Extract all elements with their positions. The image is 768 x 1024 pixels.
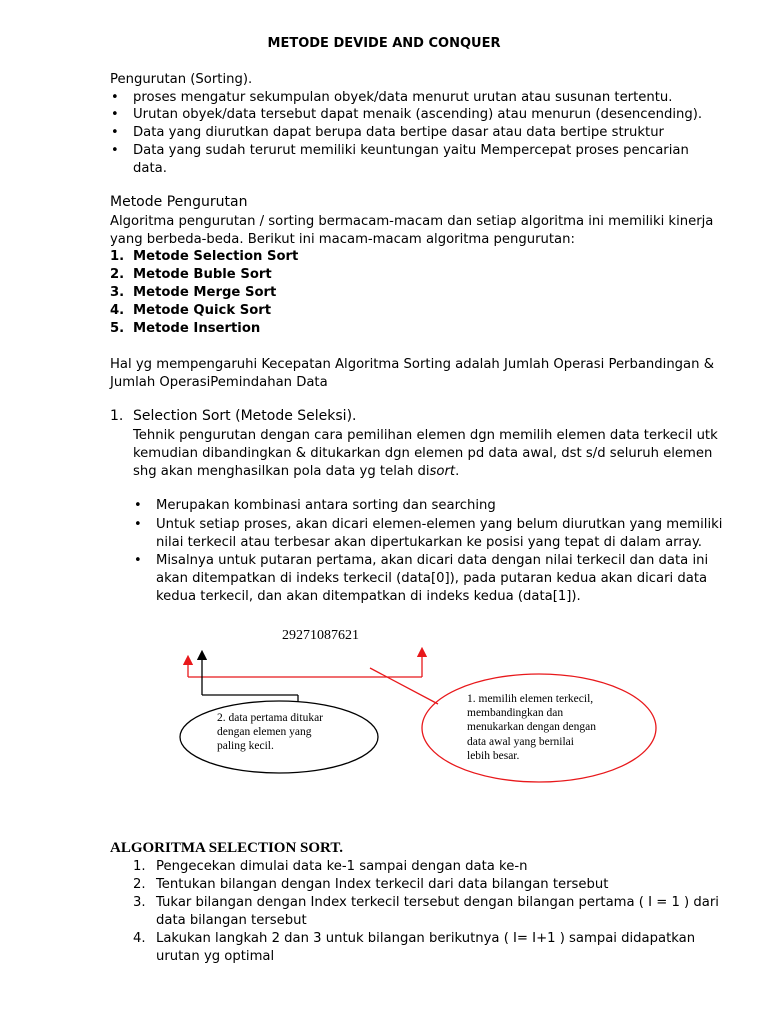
step-num: 2.: [133, 877, 146, 892]
selection-desc: Tehnik pengurutan dengan cara pemilihan elemen dgn memilih elemen data terkecil utk: [133, 428, 718, 443]
bullet-dot: •: [111, 90, 119, 105]
selection-bullet-continuation: nilai terkecil atau terbesar akan dipertukarkan ke posisi yang tepat di dalam array.: [156, 535, 702, 550]
note-right-text: [467, 692, 596, 763]
selection-bullet: Untuk setiap proses, akan dicari elemen-elemen yang belum diurutkan yang memiliki: [156, 517, 723, 532]
algoritma-step: Tentukan bilangan dengan Index terkecil dari data bilangan tersebut: [156, 877, 609, 892]
algoritma-step: Lakukan langkah 2 dan 3 untuk bilangan berikutnya ( I= I+1 ) sampai didapatkan: [156, 931, 696, 946]
metode-item: Metode Quick Sort: [133, 303, 272, 318]
algoritma-step: Tukar bilangan dengan Index terkecil tersebut dengan bilangan pertama ( I = 1 ) dari: [156, 895, 719, 910]
note-line: 1. memilih elemen terkecil,: [467, 693, 594, 705]
sorting-bullet: proses mengatur sekumpulan obyek/data menurut urutan atau susunan tertentu.: [133, 90, 673, 105]
bullet-dot: •: [111, 107, 119, 122]
bullet-dot: •: [111, 125, 119, 140]
algoritma-step-continuation: data bilangan tersebut: [156, 913, 307, 928]
selection-heading: Selection Sort (Metode Seleksi).: [133, 408, 357, 424]
algoritma-step: Pengecekan dimulai data ke-1 sampai dengan data ke-n: [156, 859, 528, 874]
selection-num: 1.: [110, 408, 124, 424]
bullet-dot: •: [134, 498, 142, 513]
note-line: data awal yang bernilai: [467, 735, 574, 748]
note-line: menukarkan dengan dengan: [467, 721, 597, 734]
bullet-dot: •: [134, 553, 142, 568]
sorting-heading: Pengurutan (Sorting).: [110, 72, 253, 87]
metode-item: Metode Insertion: [133, 321, 261, 336]
metode-num: 4.: [110, 303, 125, 318]
metode-heading: Metode Pengurutan: [110, 194, 248, 210]
algoritma-step-continuation: urutan yg optimal: [156, 949, 275, 964]
metode-item: Metode Merge Sort: [133, 285, 277, 300]
selection-bullet-continuation: kedua terkecil, dan akan ditempatkan di indeks kedua (data[1]).: [156, 589, 581, 604]
page-title: METODE DEVIDE AND CONQUER: [267, 36, 501, 51]
bullet-dot: •: [111, 143, 119, 158]
diagram-number: 29271087621: [282, 628, 359, 643]
bullet-dot: •: [134, 517, 142, 532]
sorting-bullet: Data yang sudah terurut memiliki keuntungan yaitu Mempercepat proses pencarian: [133, 143, 689, 158]
note-line: dengan elemen yang: [217, 726, 312, 739]
sorting-bullet: Data yang diurutkan dapat berupa data bertipe dasar atau data bertipe struktur: [133, 125, 664, 140]
hal-paragraph: Hal yg mempengaruhi Kecepatan Algoritma Sorting adalah Jumlah Operasi Perbandingan &: [110, 357, 714, 372]
metode-num: 3.: [110, 285, 125, 300]
metode-intro: Algoritma pengurutan / sorting bermacam-macam dan setiap algoritma ini memiliki kinerja: [110, 214, 714, 229]
step-num: 4.: [133, 931, 146, 946]
selection-desc: kemudian dibandingkan & ditukarkan dgn elemen pd data awal, dst s/d seluruh elemen: [133, 446, 713, 461]
selection-bullet: Misalnya untuk putaran pertama, akan dicari data dengan nilai terkecil dan data ini: [156, 553, 709, 568]
metode-num: 2.: [110, 267, 125, 282]
metode-num: 5.: [110, 321, 125, 336]
note-line: membandingkan dan: [467, 707, 564, 720]
selection-desc: shg akan menghasilkan pola data yg telah disort.: [133, 464, 460, 479]
step-num: 3.: [133, 895, 146, 910]
step-num: 1.: [133, 859, 146, 874]
sorting-bullet: Urutan obyek/data tersebut dapat menaik (ascending) atau menurun (desencending).: [133, 107, 703, 122]
selection-bullet: Merupakan kombinasi antara sorting dan searching: [156, 498, 496, 513]
selection-bullet-continuation: akan ditempatkan di indeks terkecil (data[0]), pada putaran kedua akan dicari data: [156, 571, 708, 586]
algoritma-heading: ALGORITMA SELECTION SORT.: [110, 840, 343, 856]
metode-intro: yang berbeda-beda. Berikut ini macam-macam algoritma pengurutan:: [110, 232, 575, 247]
note-left-text: [217, 711, 323, 754]
note-line: lebih besar.: [467, 749, 520, 762]
note-line: 2. data pertama ditukar: [217, 712, 324, 724]
sorting-bullet-continuation: data.: [133, 161, 167, 176]
connector-diagonal: [370, 668, 438, 704]
note-line: paling kecil.: [217, 740, 274, 753]
metode-num: 1.: [110, 249, 125, 264]
metode-item: Metode Buble Sort: [133, 267, 272, 282]
metode-item: Metode Selection Sort: [133, 249, 299, 264]
hal-paragraph: Jumlah OperasiPemindahan Data: [110, 375, 328, 390]
